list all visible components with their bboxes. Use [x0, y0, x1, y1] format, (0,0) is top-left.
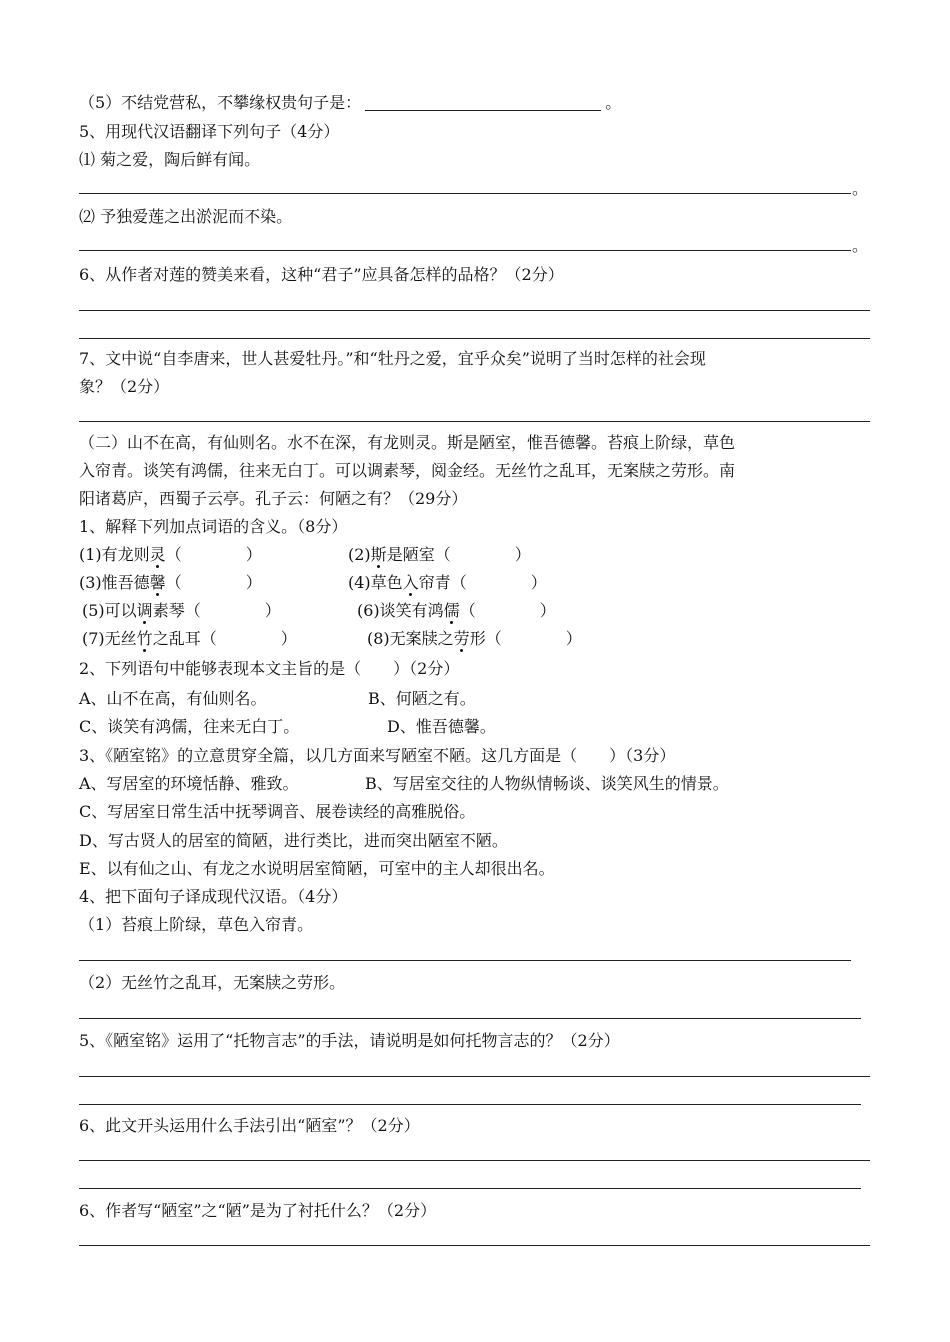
- q4-heading: 4、把下面句子译成现代汉语。（4分）: [79, 887, 348, 906]
- answer-line[interactable]: [79, 960, 851, 961]
- q3-heading: 3、《陋室铭》的立意贯穿全篇，以几方面来写陋室不陋。这几方面是（ ）（3分）: [79, 746, 676, 765]
- answer-line[interactable]: [79, 250, 851, 251]
- q1-heading: 1、解释下列加点词语的含义。（8分）: [79, 517, 348, 536]
- answer-line[interactable]: [79, 421, 870, 422]
- question-7-line2: 象？（2分）: [79, 377, 170, 396]
- q1-item-2: (2)斯是陋室（ ）: [348, 545, 531, 564]
- q2-option-a: A、山不在高，有仙则名。: [79, 689, 267, 708]
- passage-line-2: 入帘青。谈笑有鸿儒，往来无白丁。可以调素琴，阅金经。无丝竹之乱耳，无案牍之劳形。南: [79, 461, 736, 480]
- translate-item-2: ⑵ 予独爱莲之出淤泥而不染。: [79, 207, 293, 226]
- q5-heading: 5、《陋室铭》运用了“托物言志”的手法，请说明是如何托物言志的？（2分）: [79, 1031, 620, 1050]
- question-5-heading: 5、用现代汉语翻译下列句子（4分）: [79, 122, 340, 141]
- question-6: 6、从作者对莲的赞美来看，这种“君子”应具备怎样的品格？（2分）: [79, 265, 564, 284]
- answer-line[interactable]: [79, 1188, 861, 1189]
- translate-item-1: ⑴ 菊之爱，陶后鲜有闻。: [79, 150, 261, 169]
- question-5-item: （5）不结党营私，不攀缘权贵句子是： 。: [79, 93, 622, 112]
- q4-item-2: （2）无丝竹之乱耳，无案牍之劳形。: [79, 973, 346, 992]
- q1-item-5: (5)可以调素琴（ ）: [82, 601, 281, 620]
- answer-line[interactable]: [79, 310, 870, 311]
- q6b-heading: 6、作者写“陋室”之“陋”是为了衬托什么？（2分）: [79, 1201, 437, 1220]
- q3-option-a: A、写居室的环境恬静、雅致。: [79, 774, 299, 793]
- q1-item-4: (4)草色入帘青（ ）: [348, 573, 547, 592]
- q6-heading: 6、此文开头运用什么手法引出“陋室”？（2分）: [79, 1116, 420, 1135]
- q1-item-8: (8)无案牍之劳形（ ）: [367, 629, 582, 648]
- line-end-period: 。: [852, 179, 869, 198]
- q1-item-7: (7)无丝竹之乱耳（ ）: [82, 629, 297, 648]
- passage-line-3: 阳诸葛庐，西蜀子云亭。孔子云：何陋之有？（29分）: [79, 489, 468, 508]
- answer-line[interactable]: [79, 1245, 870, 1246]
- q3-option-c: C、写居室日常生活中抚琴调音、展卷读经的高雅脱俗。: [79, 802, 476, 821]
- answer-line[interactable]: [79, 338, 870, 339]
- q3-option-e: E、以有仙之山、有龙之水说明居室简陋，可室中的主人却很出名。: [79, 859, 555, 878]
- q4-item-1: （1）苔痕上阶绿，草色入帘青。: [79, 915, 314, 934]
- answer-line[interactable]: [79, 1018, 861, 1019]
- question-7-line1: 7、文中说“自李唐来，世人甚爱牡丹。”和“牡丹之爱，宜乎众矣”说明了当时怎样的社会现: [79, 349, 706, 368]
- answer-line[interactable]: [79, 193, 851, 194]
- q1-item-6: (6)谈笑有鸿儒（ ）: [357, 601, 556, 620]
- q1-item-1: (1)有龙则灵（ ）: [79, 545, 262, 564]
- q2-heading: 2、下列语句中能够表现本文主旨的是（ ）（2分）: [79, 659, 460, 678]
- answer-line[interactable]: [79, 1160, 870, 1161]
- fill-blank[interactable]: [365, 94, 601, 111]
- q2-option-c: C、谈笑有鸿儒，往来无白丁。: [79, 717, 300, 736]
- q1-item-3: (3)惟吾德馨（ ）: [79, 573, 262, 592]
- passage-line-1: （二）山不在高，有仙则名。水不在深，有龙则灵。斯是陋室，惟吾德馨。苔痕上阶绿，草色: [79, 433, 736, 452]
- line-end-period: 。: [852, 236, 869, 255]
- answer-line[interactable]: [79, 1104, 861, 1105]
- answer-line[interactable]: [79, 1076, 870, 1077]
- q2-option-b: B、何陋之有。: [368, 689, 476, 708]
- q2-option-d: D、惟吾德馨。: [387, 717, 496, 736]
- q3-option-d: D、写古贤人的居室的简陋，进行类比，进而突出陋室不陋。: [79, 831, 508, 850]
- q3-option-b: B、写居室交往的人物纵情畅谈、谈笑风生的情景。: [365, 774, 729, 793]
